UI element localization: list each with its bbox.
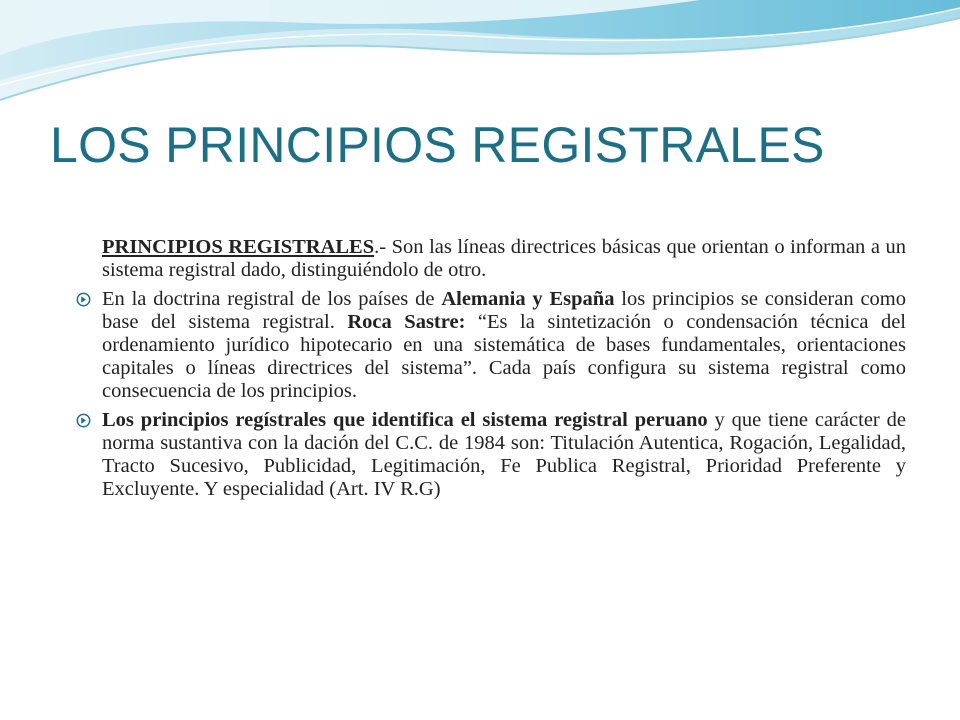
definition-text: Son las líneas directrices básicas que orientan o informan a un sistema registral dado, distinguiéndolo de otro. [102, 236, 906, 281]
doctrine-text-2: los principios se consideran como base del sistema registral. [102, 288, 906, 333]
circled-arrow-icon [76, 292, 91, 307]
slide-body [74, 236, 906, 507]
doctrine-text-1: En la doctrina registral de los países de [102, 288, 442, 310]
doctrine-quote: “Es la sintetización o condensación técnica del ordenamiento jurídico hipotecario en una sistemática de bases fundamentales, orientaciones capitales o líneas directrices del sistema”. Cada país configura su sistema registral como consecuencia de los principios. [102, 311, 906, 402]
peruvian-principles-text: y que tiene carácter de norma sustantiva con la dación del C.C. de 1984 son: Titulación Autentica, Rogación, Legalidad, Tracto Sucesivo, Publicidad, Legitimación, Fe Publica Registral, Prioridad Preferente y Excluyente. Y especialidad (Art. IV R.G) [102, 409, 906, 500]
countries-bold: Alemania y España [441, 288, 615, 310]
header-wave-decoration [0, 0, 960, 110]
circled-arrow-icon [76, 413, 91, 428]
author-bold: Roca Sastre: [347, 311, 466, 333]
bullet-doctrine [74, 288, 906, 403]
definition-term: PRINCIPIOS REGISTRALES [102, 236, 375, 258]
slide-title: LOS PRINCIPIOS REGISTRALES [50, 117, 825, 173]
definition-separator: .- [374, 236, 392, 258]
peruvian-principles-bold: Los principios regístrales que identifica el sistema registral peruano [102, 409, 708, 431]
definition-paragraph [74, 236, 906, 282]
bullet-peruvian-principles [74, 409, 906, 501]
